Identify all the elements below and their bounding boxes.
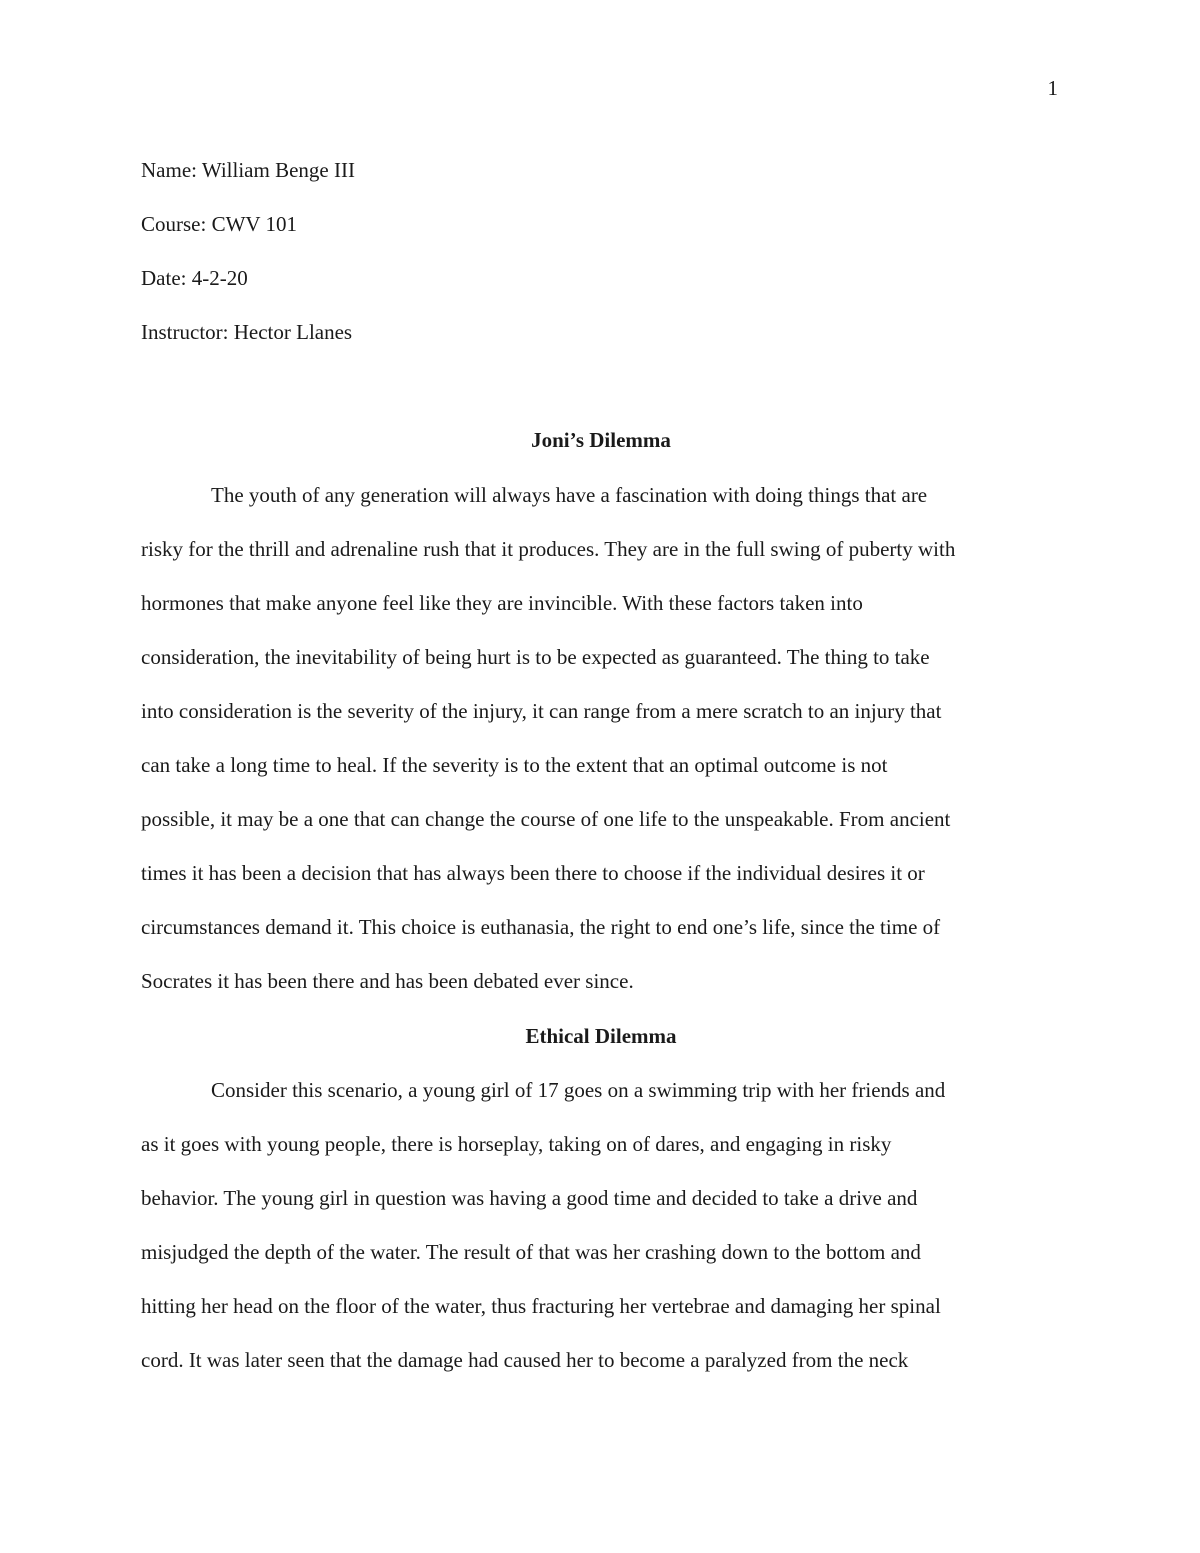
paragraph-line: hitting her head on the floor of the water, thus fracturing her vertebrae and damaging her spinal bbox=[141, 1293, 941, 1318]
paragraph-line: circumstances demand it. This choice is euthanasia, the right to end one’s life, since the time of bbox=[141, 915, 941, 940]
page-number: 1 bbox=[1047, 76, 1058, 100]
paragraph-line: Socrates it has been there and has been debated ever since. bbox=[141, 969, 634, 994]
blank-line bbox=[141, 359, 1061, 413]
paragraph-line: can take a long time to heal. If the severity is to the extent that an optimal outcome is not bbox=[141, 753, 888, 778]
paragraph-line: consideration, the inevitability of being hurt is to be expected as guaranteed. The thing to take bbox=[141, 644, 930, 669]
paragraph-line: Consider this scenario, a young girl of 17 goes on a swimming trip with her friends and bbox=[211, 1077, 946, 1102]
course-line: Course: CWV 101 bbox=[141, 212, 297, 237]
paragraph-line: risky for the thrill and adrenaline rush that it produces. They are in the full swing of puberty with bbox=[141, 536, 956, 561]
paragraph-line: into consideration is the severity of the injury, it can range from a mere scratch to an injury that bbox=[141, 698, 942, 723]
paragraph-line: cord. It was later seen that the damage had caused her to become a paralyzed from the neck bbox=[141, 1348, 909, 1373]
instructor-line: Instructor: Hector Llanes bbox=[141, 320, 353, 345]
paragraph-line: misjudged the depth of the water. The result of that was her crashing down to the bottom and bbox=[141, 1239, 921, 1264]
paragraph-line: possible, it may be a one that can change the course of one life to the unspeakable. From ancient bbox=[141, 807, 951, 832]
paragraph-ethical-dilemma bbox=[141, 1063, 1061, 1388]
paragraph-jonis-dilemma bbox=[141, 468, 1061, 1009]
student-name: Name: William Benge III bbox=[141, 158, 355, 182]
paragraph-line: The youth of any generation will always have a fascination with doing things that are bbox=[211, 482, 928, 507]
document-body bbox=[141, 143, 1061, 1387]
paragraph-line: times it has been a decision that has always been there to choose if the individual desires it or bbox=[141, 861, 925, 886]
paragraph-line: behavior. The young girl in question was having a good time and decided to take a drive and bbox=[141, 1185, 918, 1210]
paragraph-line: hormones that make anyone feel like they are invincible. With these factors taken into bbox=[141, 590, 863, 615]
section-heading-jonis-dilemma: Joni’s Dilemma bbox=[531, 428, 671, 453]
date-line: Date: 4-2-20 bbox=[141, 266, 248, 291]
section-heading-ethical-dilemma: Ethical Dilemma bbox=[525, 1023, 677, 1048]
paragraph-line: as it goes with young people, there is horseplay, taking on of dares, and engaging in risky bbox=[141, 1131, 892, 1156]
